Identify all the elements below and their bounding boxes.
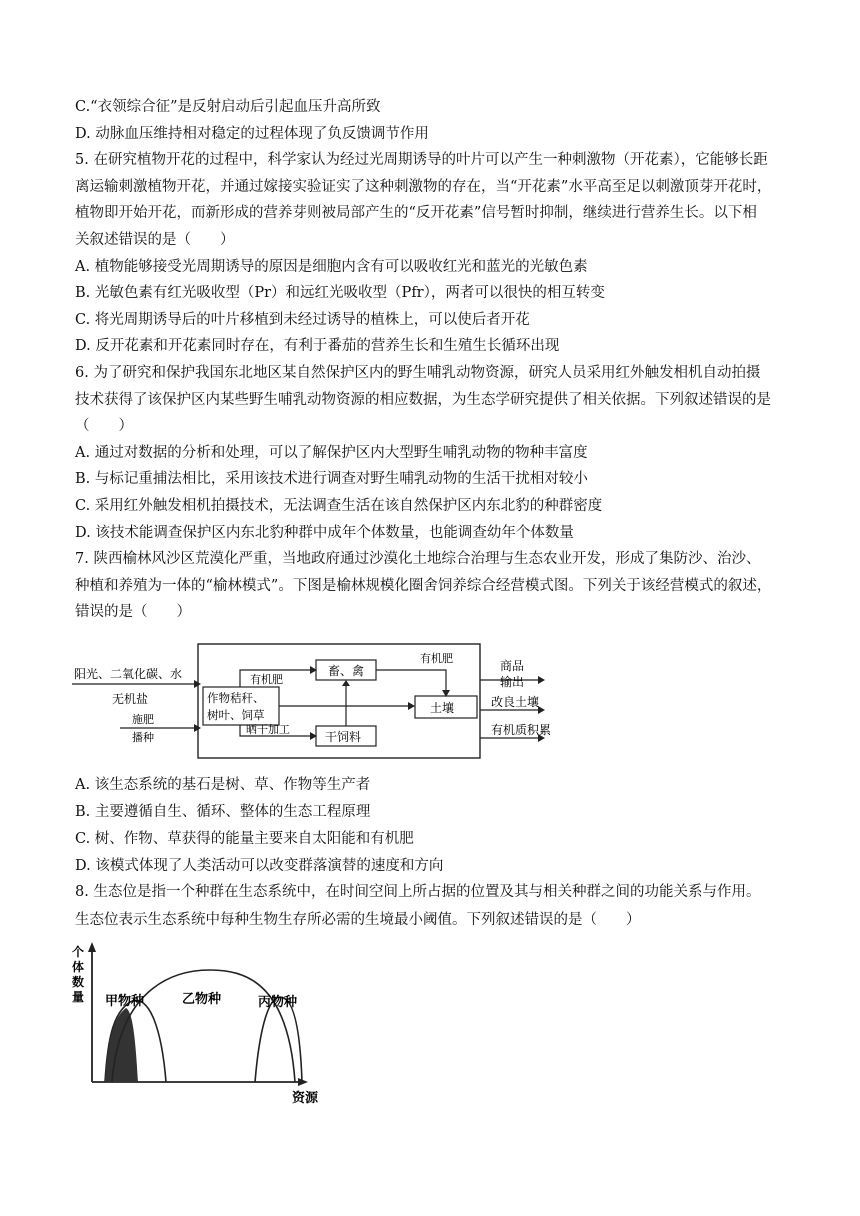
- text-line: A. 植物能够接受光周期诱导的原因是细胞内含有可以吸收红光和蓝光的光敏色素: [75, 258, 588, 275]
- text-line: 错误的是（ ）: [75, 604, 191, 621]
- svg-text:商品: 商品: [500, 659, 525, 673]
- manure-top-label: 有机肥: [420, 652, 453, 665]
- text-line: 技术获得了该保护区内某些野生哺乳动物资源的相应数据，为生态学研究提供了相关依据。下列叙述错误的是: [75, 391, 771, 408]
- text-line: 离运输刺激植物开花，并通过嫁接实验证实了这种刺激物的存在，当“开花素”水平高至足以刺激顶芽开花时，: [75, 178, 772, 195]
- svg-text:量: 量: [72, 990, 85, 1004]
- text-line: 种植和养殖为一体的“榆林模式”。下图是榆林规模化圈舍饲养综合经营模式图。下列关于该经营模式的叙述，: [75, 577, 772, 594]
- svg-text:树叶、饲草: 树叶、饲草: [207, 708, 265, 722]
- input-fertilize-label: 施肥: [132, 713, 154, 726]
- svg-text:作物秸秆、: 作物秸秆、: [207, 691, 265, 705]
- text-line: D. 该模式体现了人类活动可以改变群落演替的速度和方向: [75, 858, 444, 874]
- text-line: B. 主要遵循自生、循环、整体的生态工程原理: [75, 804, 371, 820]
- text-line: C. 将光周期诱导后的叶片移植到未经过诱导的植株上，可以使后者开花: [75, 311, 530, 328]
- text-line: A. 通过对数据的分析和处理，可以了解保护区内大型野生哺乳动物的物种丰富度: [75, 444, 588, 461]
- text-line: B. 光敏色素有红光吸收型（Pr）和远红光吸收型（Pfr），两者可以很快的相互转变: [75, 285, 605, 302]
- series-c-label: 丙物种: [258, 995, 298, 1010]
- text-line: 6. 为了研究和保护我国东北地区某自然保护区内的野生哺乳动物资源，研究人员采用红外触发相机自动拍摄: [75, 365, 761, 381]
- svg-text:畜、禽: 畜、禽: [328, 664, 365, 678]
- input-sow-label: 播种: [132, 731, 154, 744]
- niche-chart: [70, 942, 340, 1107]
- series-b-label: 乙物种: [182, 992, 222, 1007]
- text-line: D. 动脉血压维持相对稳定的过程体现了负反馈调节作用: [75, 125, 429, 142]
- svg-text:数: 数: [72, 975, 85, 989]
- text-line: C. 采用红外触发相机拍摄技术，无法调查生活在该自然保护区内东北豹的种群密度: [75, 498, 603, 514]
- series-a-label: 甲物种: [105, 994, 145, 1009]
- svg-text:体: 体: [72, 960, 85, 974]
- text-line: A. 该生态系统的基石是树、草、作物等生产者: [75, 777, 371, 793]
- input-minerals-label: 无机盐: [112, 692, 149, 706]
- svg-text:干饲料: 干饲料: [325, 730, 362, 744]
- svg-text:改良土壤: 改良土壤: [491, 695, 540, 709]
- svg-text:有机质积累: 有机质积累: [491, 723, 552, 737]
- text-line: D. 该技术能调查保护区内东北豹种群中成年个体数量，也能调查幼年个体数量: [75, 524, 574, 541]
- series-a-fill: [105, 1008, 138, 1082]
- text-line: C.“衣领综合征”是反射启动后引起血压升高所致: [75, 99, 381, 115]
- svg-text:土壤: 土壤: [430, 701, 455, 715]
- text-line: 7. 陕西榆林风沙区荒漠化严重，当地政府通过沙漠化土地综合治理与生态农业开发，形成了集防沙、治沙、: [75, 551, 761, 568]
- svg-text:输出: 输出: [500, 675, 525, 689]
- text-line: 5. 在研究植物开花的过程中，科学家认为经过光周期诱导的叶片可以产生一种刺激物（开花素），它能够长距: [75, 152, 768, 169]
- series-b-curve: [112, 970, 295, 1082]
- svg-text:个: 个: [72, 945, 85, 959]
- x-axis-label: 资源: [292, 1091, 319, 1106]
- text-line: 植物即开始开花，而新形成的营养芽则被局部产生的“反开花素”信号暂时抑制，继续进行营养生长。以下相: [75, 205, 757, 222]
- text-line: D. 反开花素和开花素同时存在，有利于番茄的营养生长和生殖生长循环出现: [75, 338, 560, 355]
- text-line: C. 树、作物、草获得的能量主要来自太阳能和有机肥: [75, 831, 414, 847]
- yulin-model-diagram: [70, 640, 570, 765]
- text-line: （ ）: [75, 418, 133, 435]
- text-line: 生态位表示生态系统中每种生物生存所必需的生境最小阈值。下列叙述错误的是（ ）: [75, 912, 641, 928]
- text-line: 8. 生态位是指一个种群在生态系统中，在时间空间上所占据的位置及其与相关种群之间的功能关系与作用。: [75, 884, 761, 900]
- manure-inner-label: 有机肥: [250, 673, 283, 686]
- text-line: B. 与标记重捕法相比，采用该技术进行调查对野生哺乳动物的生活干扰相对较小: [75, 471, 588, 488]
- y-axis-label: [72, 944, 84, 1004]
- text-line: 关叙述错误的是（ ）: [75, 232, 235, 248]
- input-sunlight-label: 阳光、二氧化碳、水: [74, 667, 183, 681]
- drying-label: 晒干加工: [246, 723, 290, 736]
